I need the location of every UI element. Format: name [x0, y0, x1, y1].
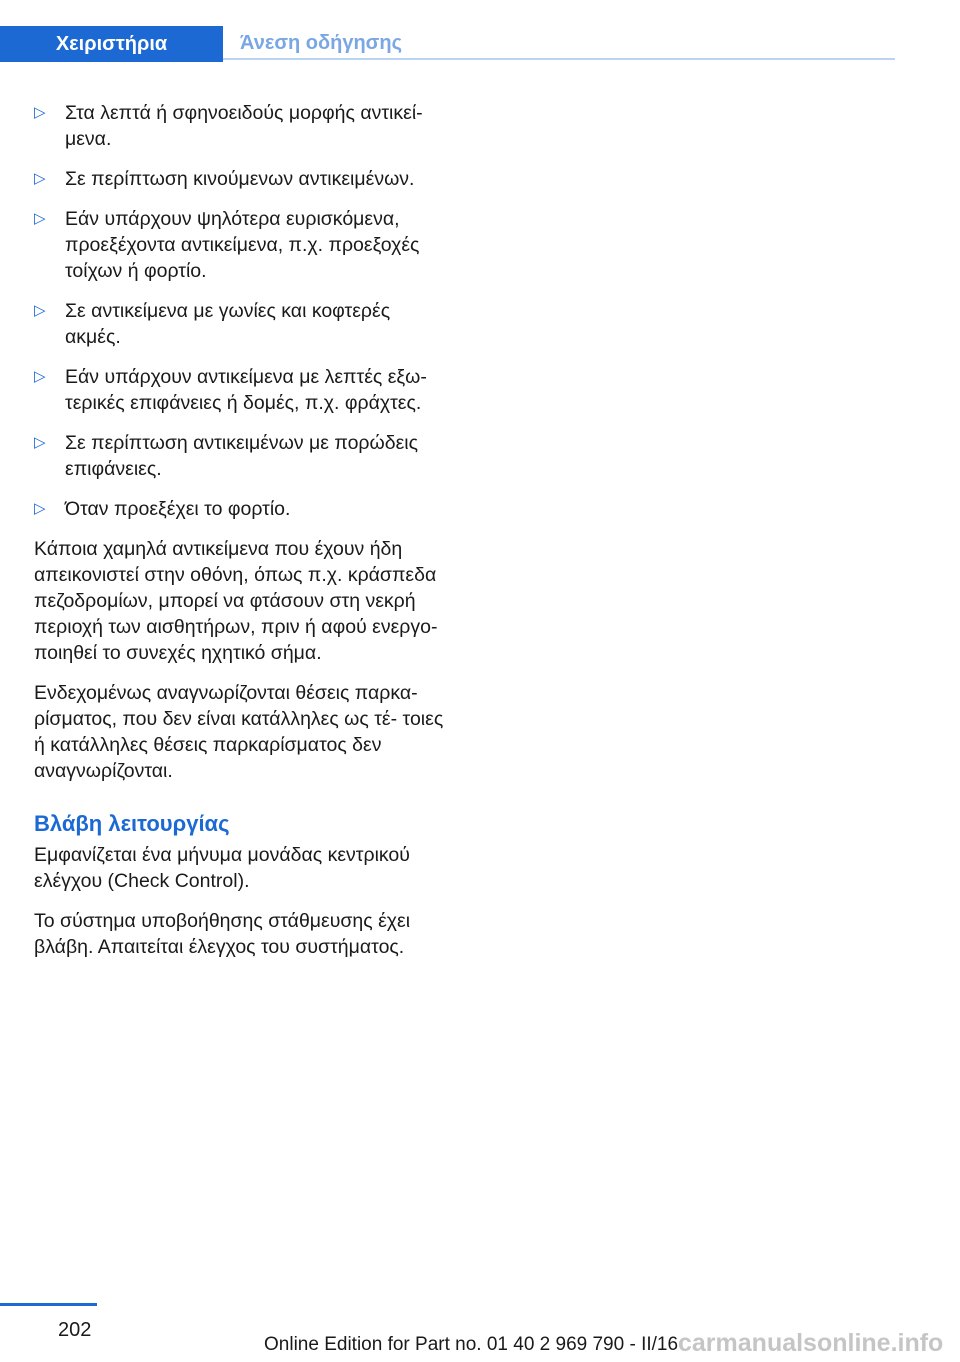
list-item-text: Στα λεπτά ή σφηνοειδούς μορφής αντικεί‐ μενα.	[65, 102, 423, 150]
list-item	[34, 206, 446, 284]
list-item	[34, 430, 446, 482]
list-item	[34, 166, 446, 192]
page-content	[34, 100, 446, 974]
list-item	[34, 496, 446, 522]
malfunction-paragraph: Εμφανίζεται ένα μήνυμα μονάδας κεντρικού ελέγχου (Check Control).	[34, 844, 410, 892]
limitations-list	[34, 100, 446, 522]
triangle-bullet-icon: ▷	[34, 210, 46, 227]
page-number: 202	[58, 1319, 92, 1341]
triangle-bullet-icon: ▷	[34, 368, 46, 385]
list-item-text: Εάν υπάρχουν αντικείμενα με λεπτές εξω‐ τερικές επιφάνειες ή δομές, π.χ. φράχτες.	[65, 366, 427, 414]
list-item-text: Σε αντικείμενα με γωνίες και κοφτερές ακμές.	[65, 300, 391, 348]
list-item-text: Σε περίπτωση κινούμενων αντικειμένων.	[65, 168, 415, 190]
footer-rule	[0, 1303, 97, 1306]
section-tab: Χειριστήρια	[0, 26, 223, 62]
triangle-bullet-icon: ▷	[34, 104, 46, 121]
triangle-bullet-icon: ▷	[34, 500, 46, 517]
triangle-bullet-icon: ▷	[34, 434, 46, 451]
body-paragraph: Ενδεχομένως αναγνωρίζονται θέσεις παρκα‐ ρίσματος, που δεν είναι κατάλληλες ως τέ‐ τοιες ή κατάλληλες θέσεις παρκαρίσματος δεν αναγνωρίζονται.	[34, 682, 444, 782]
list-item-text: Σε περίπτωση αντικειμένων με πορώδεις επιφάνειες.	[65, 432, 419, 480]
list-item	[34, 364, 446, 416]
malfunction-heading: Βλάβη λειτουργίας	[34, 811, 230, 836]
body-paragraph: Κάποια χαμηλά αντικείμενα που έχουν ήδη απεικονιστεί στην οθόνη, όπως π.χ. κράσπεδα πεζοδρομίων, μπορεί να φτάσουν στη νεκρή περιοχή των αισθητήρων, πριν ή αφού ενεργο‐ ποιηθεί το συνεχές ηχητικό σήμα.	[34, 538, 438, 664]
triangle-bullet-icon: ▷	[34, 170, 46, 187]
list-item-text: Εάν υπάρχουν ψηλότερα ευρισκόμενα, προεξέχοντα αντικείμενα, π.χ. προεξοχές τοίχων ή φορτίο.	[65, 208, 420, 282]
malfunction-paragraph: Το σύστημα υποβοήθησης στάθμευσης έχει βλάβη. Απαιτείται έλεγχος του συστήματος.	[34, 910, 411, 958]
triangle-bullet-icon: ▷	[34, 302, 46, 319]
list-item	[34, 298, 446, 350]
page-header	[0, 0, 960, 62]
list-item	[34, 100, 446, 152]
list-item-text: Όταν προεξέχει το φορτίο.	[65, 498, 291, 520]
watermark[interactable]: carmanualsonline.info	[678, 1329, 944, 1357]
chapter-tab: Άνεση οδήγησης	[223, 26, 895, 60]
edition-text: Online Edition for Part no. 01 40 2 969 790 - II/16	[264, 1334, 679, 1355]
